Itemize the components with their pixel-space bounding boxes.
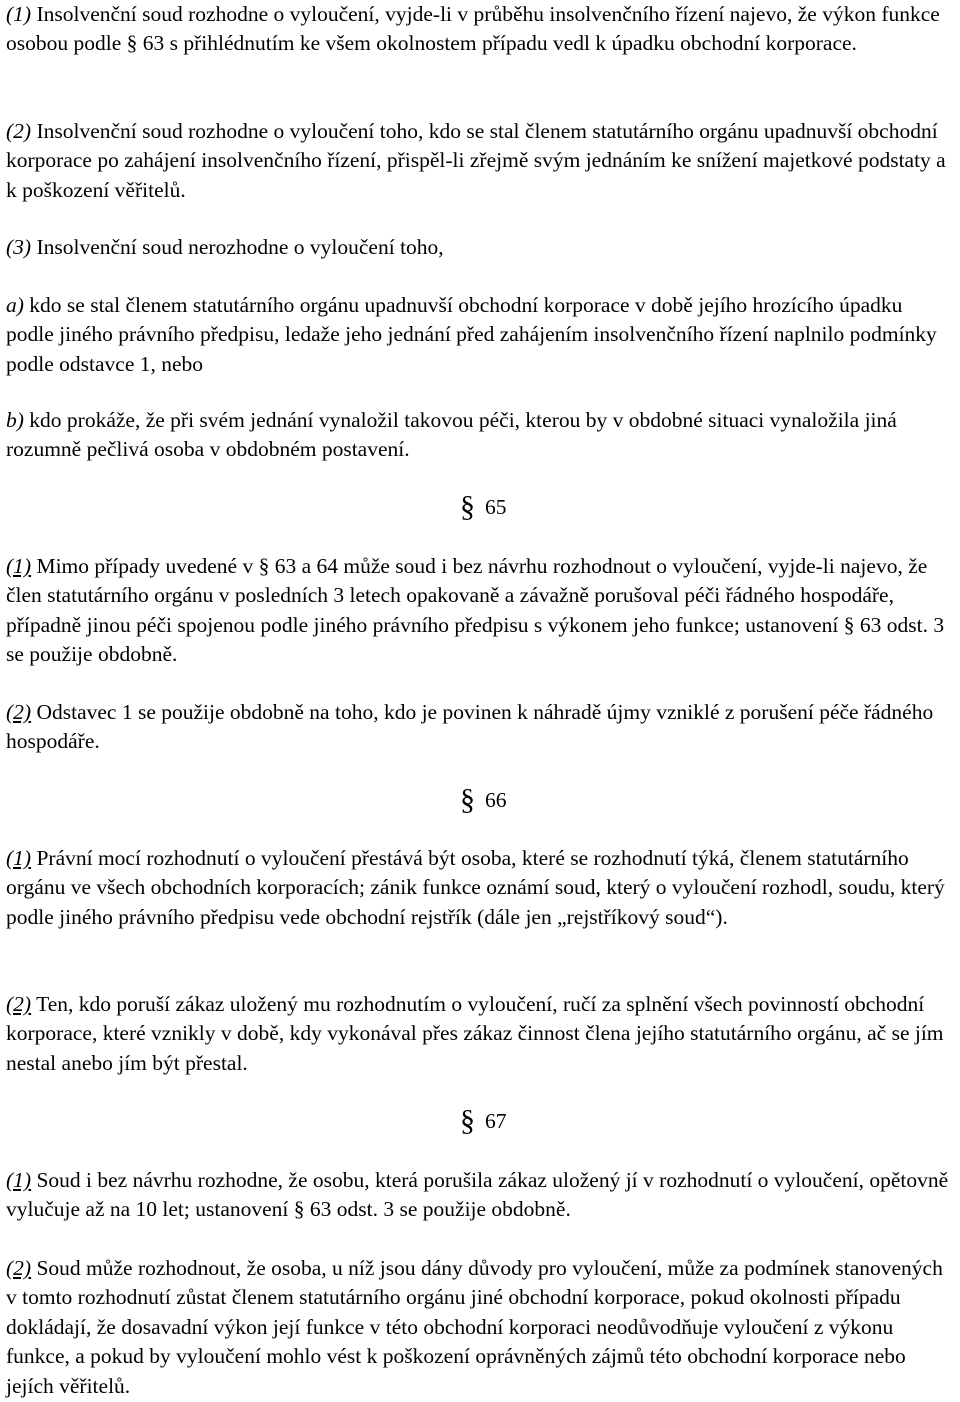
paragraph-text: Odstavec 1 se použije obdobně na toho, kdo je povinen k náhradě újmy vzniklé z porušení péče řádného hospodáře. xyxy=(6,700,934,754)
paragraph-text: Soud i bez návrhu rozhodne, že osobu, která porušila zákaz uložený jí v rozhodnutí o vyloučení, opětovně vylučuje až na 10 let; ustanovení § 63 odst. 3 se použije obdobně. xyxy=(6,1168,949,1222)
section-sign: § xyxy=(460,783,475,816)
paragraph-marker: (2) xyxy=(6,119,32,143)
paragraph-3 xyxy=(6,233,954,262)
letter-text: kdo prokáže, že při svém jednání vynaložil takovou péči, kterou by v obdobné situaci vynaložila jiná rozumně pečlivá osoba v obdobném postavení. xyxy=(6,408,897,462)
paragraph-marker: (3) xyxy=(6,235,32,259)
paragraph-marker: (1) xyxy=(6,2,32,26)
section-heading-67 xyxy=(460,1106,580,1136)
section-number: 66 xyxy=(485,788,507,812)
letter-a xyxy=(6,291,954,379)
section-sign: § xyxy=(460,1104,475,1137)
section-67-paragraph-2 xyxy=(6,1254,954,1401)
section-heading-65 xyxy=(460,492,580,522)
paragraph-marker: (2) xyxy=(6,1256,32,1280)
letter-marker: b) xyxy=(6,408,24,432)
paragraph-text: Ten, kdo poruší zákaz uložený mu rozhodnutím o vyloučení, ručí za splnění všech povinností obchodní korporace, které vznikly v době, kdy vykonával přes zákaz činnost člena jejího statutárního orgánu, ač se jím nestal anebo jím být přestal. xyxy=(6,992,944,1075)
letter-marker: a) xyxy=(6,293,24,317)
section-66-paragraph-2 xyxy=(6,990,954,1078)
paragraph-text: Mimo případy uvedené v § 63 a 64 může soud i bez návrhu rozhodnout o vyloučení, vyjde-li najevo, že člen statutárního orgánu v posledních 3 letech opakovaně a závažně porušoval péči řádného hospodáře, případně jinou péči spojenou podle jiného právního předpisu s výkonem jeho funkce; ustanovení § 63 odst. 3 se použije obdobně. xyxy=(6,554,945,667)
paragraph-text: Právní mocí rozhodnutí o vyloučení přestává být osoba, které se rozhodnutí týká, členem statutárního orgánu ve všech obchodních korporacích; zánik funkce oznámí soud, který o vyloučení rozhodl, soudu, který podle jiného právního předpisu vede obchodní rejstřík (dále jen „rejstříkový soud“). xyxy=(6,846,945,929)
section-65-paragraph-2 xyxy=(6,698,954,757)
paragraph-text: Insolvenční soud rozhodne o vyloučení toho, kdo se stal členem statutárního orgánu upadnuvší obchodní korporace po zahájení insolvenčního řízení, přispěl-li zřejmě svým jednáním ke snížení majetkové podstaty a k poškození věřitelů. xyxy=(6,119,946,202)
paragraph-1 xyxy=(6,0,954,59)
section-65-paragraph-1 xyxy=(6,552,954,670)
paragraph-text: Insolvenční soud rozhodne o vyloučení, vyjde-li v průběhu insolvenčního řízení najevo, že výkon funkce osobou podle § 63 s přihlédnutím ke všem okolnostem případu vedl k úpadku obchodní korporace. xyxy=(6,2,940,56)
paragraph-marker: (2) xyxy=(6,700,32,724)
paragraph-2 xyxy=(6,117,954,205)
section-number: 65 xyxy=(485,495,507,519)
paragraph-text: Insolvenční soud nerozhodne o vyloučení toho, xyxy=(36,235,444,259)
paragraph-marker: (2) xyxy=(6,992,32,1016)
letter-b xyxy=(6,406,954,465)
paragraph-marker: (1) xyxy=(6,554,32,578)
section-number: 67 xyxy=(485,1109,507,1133)
paragraph-marker: (1) xyxy=(6,1168,32,1192)
section-sign: § xyxy=(460,490,475,523)
section-67-paragraph-1 xyxy=(6,1166,954,1225)
letter-text: kdo se stal členem statutárního orgánu upadnuvší obchodní korporace v době jejího hrozícího úpadku podle jiného právního předpisu, ledaže jeho jednání před zahájením insolvenčního řízení naplnilo podmínky podle odstavce 1, nebo xyxy=(6,293,937,376)
paragraph-marker: (1) xyxy=(6,846,32,870)
paragraph-text: Soud může rozhodnout, že osoba, u níž jsou dány důvody pro vyloučení, může za podmínek stanovených v tomto rozhodnutí zůstat členem statutárního orgánu jiné obchodní korporace, pokud okolnosti případu dokládají, že dosavadní výkon její funkce v této obchodní korporaci neodůvodňuje vyloučení z výkonu funkce, a pokud by vyloučení mohlo vést k poškození oprávněných zájmů této obchodní korporace nebo jejích věřitelů. xyxy=(6,1256,943,1398)
section-66-paragraph-1 xyxy=(6,844,954,932)
section-heading-66 xyxy=(460,785,580,815)
